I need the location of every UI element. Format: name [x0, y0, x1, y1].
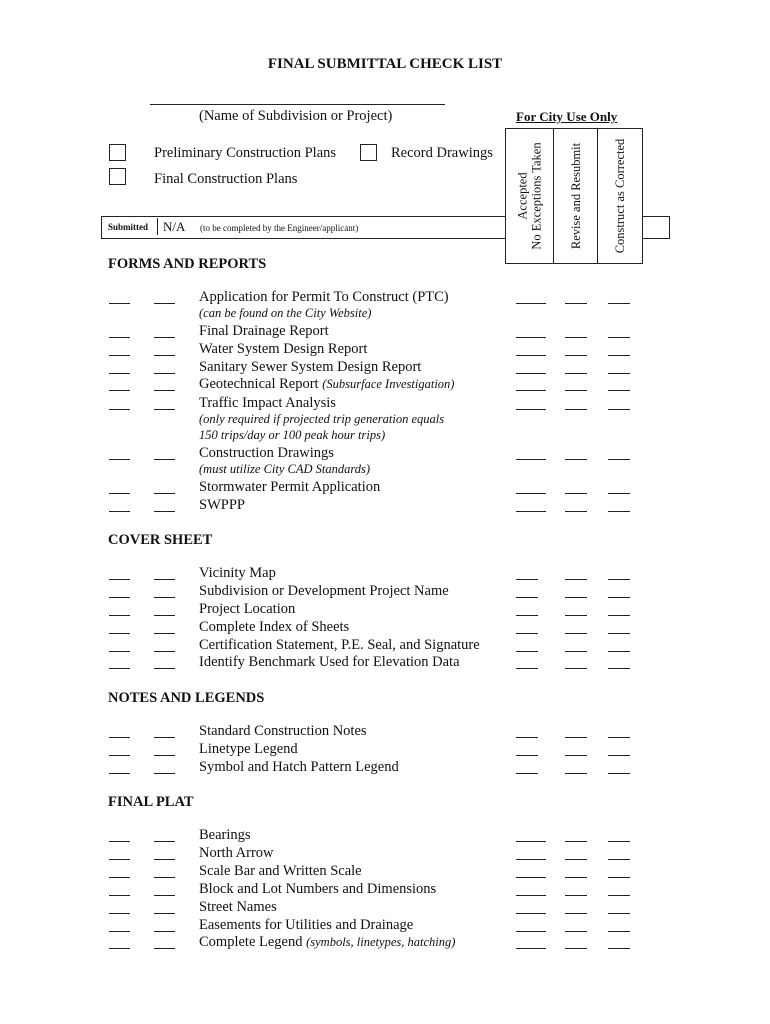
submitter-check-blank-1[interactable]: [109, 615, 130, 616]
checklist-item-label: Street Names: [199, 899, 277, 915]
submitter-check-blank-2[interactable]: [154, 737, 175, 738]
submitter-check-blank-2[interactable]: [154, 303, 175, 304]
city-construct-blank[interactable]: [608, 409, 630, 410]
city-revise-blank[interactable]: [565, 651, 587, 652]
record-drawings-label: Record Drawings: [391, 145, 493, 161]
city-accepted-blank[interactable]: [516, 948, 546, 949]
submitter-check-blank-2[interactable]: [154, 373, 175, 374]
city-construct-blank[interactable]: [608, 755, 630, 756]
submitter-check-blank-1[interactable]: [109, 355, 130, 356]
submitter-check-blank-2[interactable]: [154, 633, 175, 634]
project-name-line[interactable]: [150, 104, 445, 105]
city-accepted-blank[interactable]: [516, 459, 546, 460]
submitter-check-blank-2[interactable]: [154, 493, 175, 494]
checklist-item: [199, 637, 480, 654]
checklist-item-label: Traffic Impact Analysis: [199, 395, 336, 411]
checklist-item: [199, 445, 334, 462]
city-accepted-blank[interactable]: [516, 841, 546, 842]
checklist-item: [199, 583, 449, 600]
checklist-item-label: North Arrow: [199, 845, 274, 861]
city-accepted-blank[interactable]: [516, 633, 538, 634]
checklist-item: [199, 863, 362, 880]
checklist-item-label: SWPPP: [199, 497, 245, 513]
city-construct-blank[interactable]: [608, 459, 630, 460]
city-accepted-blank[interactable]: [516, 409, 546, 410]
checklist-item-label: Block and Lot Numbers and Dimensions: [199, 881, 437, 897]
checklist-item: [199, 827, 251, 844]
city-accepted-blank[interactable]: [516, 355, 546, 356]
city-accepted-blank[interactable]: [516, 493, 546, 494]
city-accepted-blank[interactable]: [516, 390, 546, 391]
submitter-check-blank-2[interactable]: [154, 931, 175, 932]
city-construct-blank[interactable]: [608, 913, 630, 914]
city-accepted-blank[interactable]: [516, 597, 538, 598]
submitter-check-blank-2[interactable]: [154, 859, 175, 860]
city-use-header: For City Use Only: [516, 109, 618, 124]
checklist-item: [199, 601, 295, 618]
city-revise-blank[interactable]: [565, 737, 587, 738]
submitter-check-blank-1[interactable]: [109, 337, 130, 338]
submitter-check-blank-1[interactable]: [109, 773, 130, 774]
preliminary-plans-label: Preliminary Construction Plans: [154, 145, 337, 161]
checklist-item-label: Symbol and Hatch Pattern Legend: [199, 759, 399, 775]
submitted-label: Submitted: [108, 222, 149, 232]
final-plans-checkbox[interactable]: [109, 168, 126, 185]
submitter-check-blank-2[interactable]: [154, 597, 175, 598]
checklist-item-label: Sanitary Sewer System Design Report: [199, 359, 422, 375]
checklist-item-label: Final Drainage Report: [199, 323, 329, 339]
checklist-item-label: Complete Index of Sheets: [199, 619, 350, 635]
checklist-item-label: Easements for Utilities and Drainage: [199, 917, 414, 933]
city-revise-blank[interactable]: [565, 859, 587, 860]
submitter-check-blank-2[interactable]: [154, 773, 175, 774]
checklist-item-label: Subdivision or Development Project Name: [199, 583, 449, 599]
preliminary-plans-checkbox[interactable]: [109, 144, 126, 161]
checklist-item: [199, 395, 336, 412]
city-construct-blank[interactable]: [608, 337, 630, 338]
checklist-item-note: (can be found on the City Website): [199, 306, 372, 320]
checklist-item-label: Bearings: [199, 827, 251, 843]
city-accepted-blank[interactable]: [516, 755, 538, 756]
final-plans-label: Final Construction Plans: [154, 171, 298, 187]
city-revise-blank[interactable]: [565, 615, 587, 616]
city-construct-blank[interactable]: [608, 773, 630, 774]
city-construct-blank[interactable]: [608, 737, 630, 738]
city-accepted-blank[interactable]: [516, 337, 546, 338]
checklist-item-note: (only required if projected trip generation equals: [199, 412, 445, 426]
submitter-check-blank-1[interactable]: [109, 841, 130, 842]
submitter-check-blank-1[interactable]: [109, 511, 130, 512]
city-revise-blank[interactable]: [565, 841, 587, 842]
checklist-item: [199, 723, 367, 740]
submitter-check-blank-1[interactable]: [109, 597, 130, 598]
submitter-check-blank-1[interactable]: [109, 303, 130, 304]
submitter-check-blank-2[interactable]: [154, 877, 175, 878]
city-accepted-blank[interactable]: [516, 668, 538, 669]
submitter-check-blank-1[interactable]: [109, 895, 130, 896]
submitted-value: N/A: [163, 219, 186, 234]
submitter-check-blank-2[interactable]: [154, 913, 175, 914]
checklist-item-note: 150 trips/day or 100 peak hour trips): [199, 428, 386, 442]
checklist-item-label: Complete Legend: [199, 934, 303, 950]
city-accepted-blank[interactable]: [516, 579, 538, 580]
section-heading: NOTES AND LEGENDS: [108, 690, 265, 706]
city-construct-blank[interactable]: [608, 373, 630, 374]
city-construct-blank[interactable]: [608, 615, 630, 616]
submitter-check-blank-2[interactable]: [154, 409, 175, 410]
checklist-item: [199, 881, 436, 898]
checklist-item-note: (must utilize City CAD Standards): [199, 462, 371, 476]
city-construct-blank[interactable]: [608, 859, 630, 860]
checklist-item-label: Identify Benchmark Used for Elevation Data: [199, 654, 460, 670]
checklist-item: [199, 479, 380, 496]
submitter-check-blank-2[interactable]: [154, 390, 175, 391]
city-revise-blank[interactable]: [565, 931, 587, 932]
column-header-accepted: [505, 128, 555, 264]
checklist-item-label: Certification Statement, P.E. Seal, and Signature: [199, 637, 480, 653]
city-revise-blank[interactable]: [565, 773, 587, 774]
city-accepted-blank[interactable]: [516, 895, 546, 896]
submitter-check-blank-2[interactable]: [154, 651, 175, 652]
city-accepted-blank[interactable]: [516, 913, 546, 914]
checklist-item: [199, 359, 421, 376]
submitter-check-blank-2[interactable]: [154, 355, 175, 356]
submitter-check-blank-1[interactable]: [109, 409, 130, 410]
checklist-item: [199, 565, 276, 582]
checklist-item: [199, 759, 399, 776]
city-revise-blank[interactable]: [565, 337, 587, 338]
submitter-check-blank-2[interactable]: [154, 579, 175, 580]
column-header-construct: [597, 128, 643, 264]
checklist-item: [199, 654, 460, 671]
column-header-accepted-line1: Accepted: [515, 172, 530, 220]
checklist-item-label: Standard Construction Notes: [199, 723, 367, 739]
checklist-item: [199, 741, 298, 758]
checklist-item: [199, 376, 454, 393]
city-revise-blank[interactable]: [565, 390, 587, 391]
submitter-check-blank-2[interactable]: [154, 841, 175, 842]
submitter-check-blank-1[interactable]: [109, 877, 130, 878]
city-construct-blank[interactable]: [608, 668, 630, 669]
submitter-check-blank-1[interactable]: [109, 737, 130, 738]
submitter-check-blank-2[interactable]: [154, 755, 175, 756]
city-accepted-blank[interactable]: [516, 651, 538, 652]
city-construct-blank[interactable]: [608, 597, 630, 598]
submitter-check-blank-1[interactable]: [109, 931, 130, 932]
checklist-item-label: Vicinity Map: [199, 565, 276, 581]
city-revise-blank[interactable]: [565, 511, 587, 512]
checklist-item: [199, 899, 277, 916]
city-accepted-blank[interactable]: [516, 615, 538, 616]
city-construct-blank[interactable]: [608, 579, 630, 580]
checklist-item-label: Geotechnical Report: [199, 376, 319, 392]
city-construct-blank[interactable]: [608, 841, 630, 842]
city-accepted-blank[interactable]: [516, 931, 546, 932]
checklist-item: [199, 934, 455, 951]
city-construct-blank[interactable]: [608, 355, 630, 356]
city-revise-blank[interactable]: [565, 668, 587, 669]
submitter-check-blank-1[interactable]: [109, 493, 130, 494]
project-name-caption: (Name of Subdivision or Project): [199, 108, 393, 124]
checklist-item: [199, 619, 349, 636]
checklist-item-label: Water System Design Report: [199, 341, 368, 357]
submitter-check-blank-2[interactable]: [154, 615, 175, 616]
checklist-item-inline-note: (symbols, linetypes, hatching): [306, 935, 456, 949]
submitter-check-blank-1[interactable]: [109, 373, 130, 374]
submitter-check-blank-1[interactable]: [109, 459, 130, 460]
section-heading: FORMS AND REPORTS: [108, 256, 267, 272]
city-revise-blank[interactable]: [565, 895, 587, 896]
checklist-item: [199, 497, 245, 514]
city-construct-blank[interactable]: [608, 390, 630, 391]
column-header-revise-label: Revise and Resubmit: [568, 142, 583, 250]
city-revise-blank[interactable]: [565, 948, 587, 949]
city-accepted-blank[interactable]: [516, 511, 546, 512]
submitter-check-blank-1[interactable]: [109, 948, 130, 949]
submitter-check-blank-1[interactable]: [109, 913, 130, 914]
city-construct-blank[interactable]: [608, 511, 630, 512]
city-construct-blank[interactable]: [608, 633, 630, 634]
submitter-check-blank-1[interactable]: [109, 651, 130, 652]
submitter-check-blank-1[interactable]: [109, 859, 130, 860]
city-revise-blank[interactable]: [565, 877, 587, 878]
column-header-revise: [553, 128, 599, 264]
city-accepted-blank[interactable]: [516, 737, 538, 738]
section-heading: FINAL PLAT: [108, 794, 194, 810]
submitter-check-blank-1[interactable]: [109, 579, 130, 580]
submitter-check-blank-1[interactable]: [109, 668, 130, 669]
section-heading: COVER SHEET: [108, 532, 213, 548]
checklist-item-inline-note: (Subsurface Investigation): [322, 377, 455, 391]
checklist-item-label: Application for Permit To Construct (PTC): [199, 289, 449, 305]
city-revise-blank[interactable]: [565, 373, 587, 374]
submitted-note: (to be completed by the Engineer/applicant): [200, 223, 359, 233]
city-revise-blank[interactable]: [565, 303, 587, 304]
checklist-item-label: Stormwater Permit Application: [199, 479, 381, 495]
checklist-item: [199, 289, 449, 306]
checklist-item: [199, 341, 367, 358]
checklist-item-label: Construction Drawings: [199, 445, 334, 461]
submitter-check-blank-1[interactable]: [109, 755, 130, 756]
checklist-item-label: Linetype Legend: [199, 741, 298, 757]
checklist-item-label: Scale Bar and Written Scale: [199, 863, 362, 879]
page-title: FINAL SUBMITTAL CHECK LIST: [267, 56, 503, 72]
submitter-check-blank-2[interactable]: [154, 337, 175, 338]
city-revise-blank[interactable]: [565, 913, 587, 914]
city-revise-blank[interactable]: [565, 755, 587, 756]
city-revise-blank[interactable]: [565, 493, 587, 494]
column-header-accepted-line2: No Exceptions Taken: [530, 142, 544, 250]
submitter-check-blank-1[interactable]: [109, 390, 130, 391]
submitter-check-blank-2[interactable]: [154, 948, 175, 949]
city-accepted-blank[interactable]: [516, 373, 546, 374]
submitter-check-blank-2[interactable]: [154, 668, 175, 669]
city-construct-blank[interactable]: [608, 493, 630, 494]
checklist-item-label: Project Location: [199, 601, 296, 617]
city-revise-blank[interactable]: [565, 579, 587, 580]
city-construct-blank[interactable]: [608, 651, 630, 652]
city-revise-blank[interactable]: [565, 459, 587, 460]
city-accepted-blank[interactable]: [516, 859, 546, 860]
submitter-check-blank-2[interactable]: [154, 895, 175, 896]
city-construct-blank[interactable]: [608, 303, 630, 304]
city-revise-blank[interactable]: [565, 409, 587, 410]
submitter-check-blank-2[interactable]: [154, 459, 175, 460]
submitter-check-blank-2[interactable]: [154, 511, 175, 512]
submitter-check-blank-1[interactable]: [109, 633, 130, 634]
checklist-item: [199, 323, 329, 340]
checklist-item: [199, 917, 413, 934]
checklist-item: [199, 845, 274, 862]
city-accepted-blank[interactable]: [516, 303, 546, 304]
city-revise-blank[interactable]: [565, 597, 587, 598]
city-construct-blank[interactable]: [608, 948, 630, 949]
column-header-construct-label: Construct as Corrected: [612, 138, 627, 254]
city-construct-blank[interactable]: [608, 895, 630, 896]
city-accepted-blank[interactable]: [516, 877, 546, 878]
city-construct-blank[interactable]: [608, 931, 630, 932]
city-revise-blank[interactable]: [565, 355, 587, 356]
city-revise-blank[interactable]: [565, 633, 587, 634]
city-construct-blank[interactable]: [608, 877, 630, 878]
submitted-divider: [157, 218, 158, 235]
city-accepted-blank[interactable]: [516, 773, 538, 774]
record-drawings-checkbox[interactable]: [360, 144, 377, 161]
